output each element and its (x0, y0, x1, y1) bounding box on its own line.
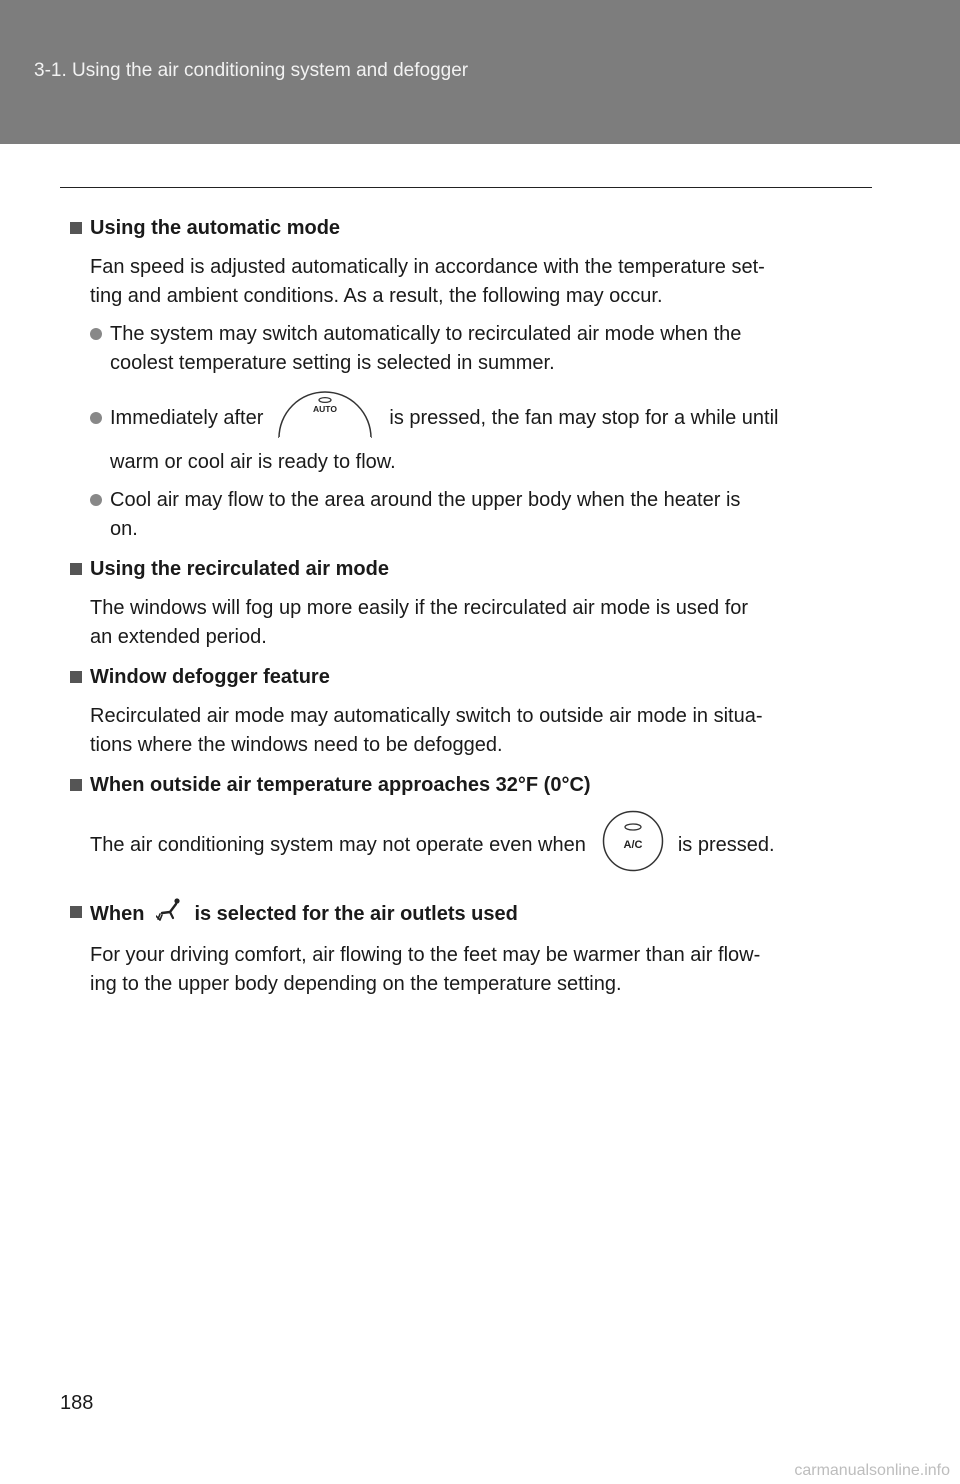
text-fragment: is pressed, the fan may stop for a while until (389, 406, 779, 429)
watermark: carmanualsonline.info (794, 1462, 950, 1479)
ac-button-label: A/C (623, 838, 643, 851)
text-line: ing to the upper body depending on the temperature setting. (90, 973, 622, 995)
text-fragment: The air conditioning system may not operate even when (90, 833, 586, 856)
text-line: warm or cool air is ready to flow. (110, 451, 396, 473)
text-line: ting and ambient conditions. As a result, the following may occur. (90, 285, 663, 307)
square-bullet-icon (70, 906, 82, 918)
square-bullet-icon (70, 563, 82, 575)
auto-button-label: AUTO (313, 403, 338, 414)
paragraph-defogger-feature (70, 702, 870, 760)
bullet-recirculate-summer (70, 320, 870, 378)
round-bullet-icon (90, 494, 102, 506)
auto-button-icon (277, 388, 373, 449)
page-header (0, 0, 960, 144)
paragraph-recirculated-mode (70, 594, 870, 652)
text-line: an extended period. (90, 626, 267, 648)
square-bullet-icon (70, 671, 82, 683)
text-line: Cool air may flow to the area around the upper body when the heater is (110, 489, 741, 511)
paragraph-automatic-mode (70, 253, 870, 311)
text-line: coolest temperature setting is selected in summer. (110, 352, 555, 374)
bullet-heater-cool-air (70, 486, 870, 544)
text-line: on. (110, 518, 138, 540)
bullet-auto-fan-stop (70, 392, 870, 477)
heading-recirculated-mode (70, 555, 870, 584)
paragraph-feet-outlets (70, 941, 870, 999)
divider (60, 187, 872, 188)
heading-outside-temperature (70, 771, 870, 800)
ac-button-icon (602, 810, 664, 881)
heading-text: Using the recirculated air mode (90, 558, 389, 580)
text-line: tions where the windows need to be defogged. (90, 734, 503, 756)
heading-text: Using the automatic mode (90, 217, 341, 239)
text-line: Recirculated air mode may automatically switch to outside air mode in situa- (90, 705, 763, 727)
text-fragment: Immediately after (110, 406, 264, 429)
feet-airflow-icon (156, 898, 184, 931)
heading-automatic-mode (70, 214, 870, 243)
chapter-title: 3-1. Using the air conditioning system and defogger (34, 60, 469, 81)
heading-text: When outside air temperature approaches 32°F (0°C) (90, 774, 591, 796)
square-bullet-icon (70, 222, 82, 234)
heading-defogger-feature (70, 663, 870, 692)
paragraph-outside-temperature (70, 812, 870, 878)
text-line: The windows will fog up more easily if the recirculated air mode is used for (90, 597, 749, 619)
square-bullet-icon (70, 779, 82, 791)
heading-text: Window defogger feature (90, 666, 330, 688)
text-fragment: is pressed. (677, 833, 775, 856)
text-line (110, 392, 870, 444)
main-content (70, 214, 870, 999)
text-line: Fan speed is adjusted automatically in accordance with the temperature set- (90, 256, 765, 278)
round-bullet-icon (90, 412, 102, 424)
heading-feet-outlets (70, 898, 870, 931)
round-bullet-icon (90, 328, 102, 340)
text-line: The system may switch automatically to recirculated air mode when the (110, 323, 742, 345)
heading-text: is selected for the air outlets used (194, 903, 518, 925)
page-number: 188 (60, 1392, 94, 1414)
heading-text: When (90, 903, 145, 925)
text-line: For your driving comfort, air flowing to the feet may be warmer than air flow- (90, 944, 761, 966)
